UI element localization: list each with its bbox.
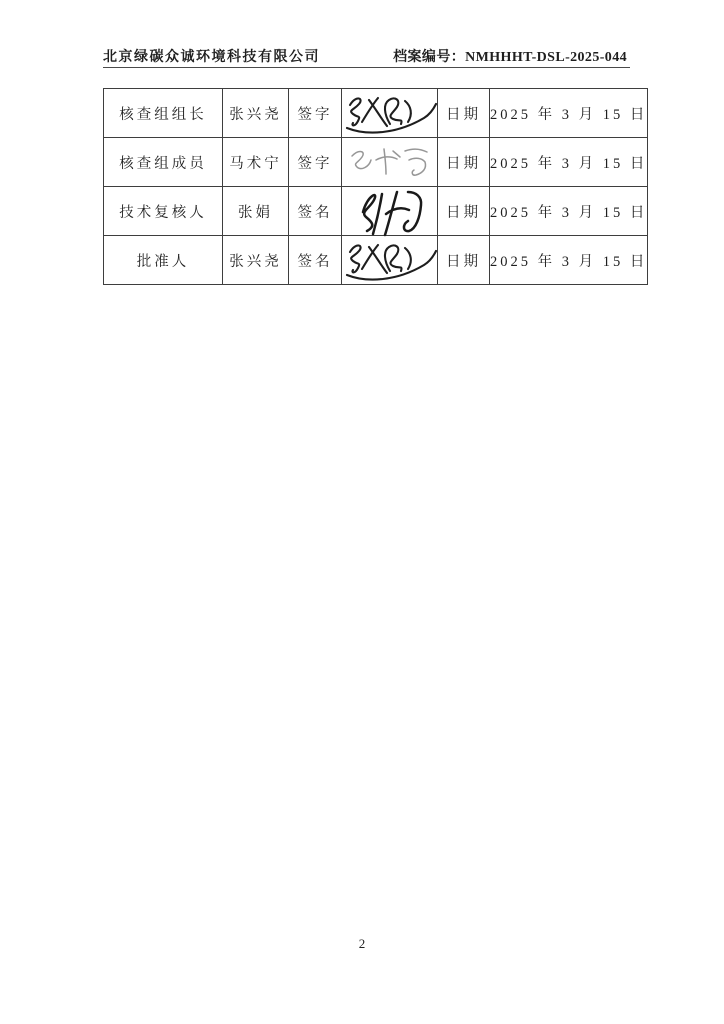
sign-label-cell: 签字 bbox=[289, 138, 342, 187]
sign-label-cell: 签名 bbox=[289, 187, 342, 236]
table-row bbox=[104, 89, 648, 138]
name-cell: 张兴尧 bbox=[223, 236, 289, 285]
date-label-cell: 日期 bbox=[438, 187, 490, 236]
signature-cell bbox=[342, 89, 438, 138]
date-label-cell: 日期 bbox=[438, 236, 490, 285]
date-label-cell: 日期 bbox=[438, 89, 490, 138]
sign-label-cell: 签字 bbox=[289, 89, 342, 138]
table-row bbox=[104, 236, 648, 285]
page-header bbox=[103, 46, 627, 66]
date-label-cell: 日期 bbox=[438, 138, 490, 187]
date-cell: 2025 年 3 月 15 日 bbox=[490, 138, 648, 187]
file-number bbox=[393, 46, 627, 66]
page-number: 2 bbox=[358, 936, 366, 951]
table-row bbox=[104, 138, 648, 187]
signature-cell bbox=[342, 138, 438, 187]
role-cell: 批准人 bbox=[104, 236, 223, 285]
date-cell: 2025 年 3 月 15 日 bbox=[490, 236, 648, 285]
signature-zhang-xingyao-image bbox=[342, 238, 438, 282]
name-cell: 马术宁 bbox=[223, 138, 289, 187]
header-divider bbox=[103, 67, 630, 68]
file-number-label: 档案编号： bbox=[393, 50, 466, 65]
signature-cell bbox=[342, 236, 438, 285]
signature-table bbox=[103, 88, 648, 285]
signature-zhang-juan-image bbox=[351, 184, 429, 238]
company-name: 北京绿碳众诚环境科技有限公司 bbox=[103, 50, 320, 65]
date-cell: 2025 年 3 月 15 日 bbox=[490, 89, 648, 138]
role-cell: 技术复核人 bbox=[104, 187, 223, 236]
sign-label-cell: 签名 bbox=[289, 236, 342, 285]
file-number-value: NMHHHT-DSL-2025-044 bbox=[465, 50, 627, 65]
name-cell: 张兴尧 bbox=[223, 89, 289, 138]
role-cell: 核查组成员 bbox=[104, 138, 223, 187]
signature-ma-shuning-image bbox=[344, 143, 436, 181]
name-cell: 张娟 bbox=[223, 187, 289, 236]
date-cell: 2025 年 3 月 15 日 bbox=[490, 187, 648, 236]
signature-zhang-xingyao-image bbox=[342, 91, 438, 135]
role-cell: 核查组组长 bbox=[104, 89, 223, 138]
table-row bbox=[104, 187, 648, 236]
signature-cell bbox=[342, 187, 438, 236]
